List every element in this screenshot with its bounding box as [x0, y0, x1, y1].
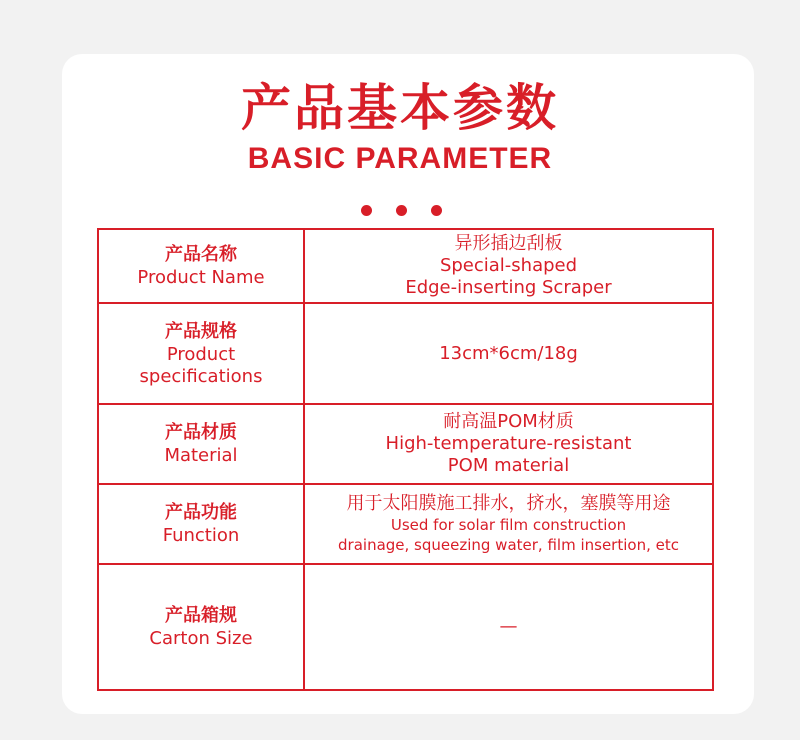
label-cn: 产品箱规	[165, 605, 237, 627]
label-en: Material	[164, 444, 238, 466]
label-cell	[98, 564, 304, 690]
value-line: Special-shaped	[439, 255, 578, 277]
label-cn: 产品规格	[165, 320, 237, 342]
value-line: High-temperature-resistant	[385, 432, 632, 454]
label-cell	[98, 229, 304, 303]
value-line: 耐高温POM材质	[443, 410, 574, 432]
label-cn: 产品功能	[165, 502, 237, 524]
value-line: —	[499, 616, 518, 638]
table-row-material	[98, 404, 713, 484]
table-row-product-name	[98, 229, 713, 303]
label-cell	[98, 484, 304, 564]
decorative-dots	[361, 205, 442, 216]
value-line: Edge-inserting Scraper	[405, 277, 612, 299]
label-en: Product Name	[137, 267, 265, 289]
label-cn: 产品名称	[165, 244, 237, 266]
value-cell	[304, 303, 713, 403]
label-cell	[98, 404, 304, 484]
table-row-specifications	[98, 303, 713, 403]
value-line: drainage, squeezing water, film insertion, etc	[338, 536, 679, 555]
value-line: POM material	[447, 454, 570, 476]
parameter-table	[97, 228, 714, 691]
dot-icon	[431, 205, 442, 216]
value-line: 用于太阳膜施工排水，挤水，塞膜等用途	[346, 493, 671, 515]
label-en: Carton Size	[149, 628, 253, 650]
label-en: Product	[166, 343, 236, 365]
page-subtitle: BASIC PARAMETER	[247, 142, 553, 175]
label-en: Function	[162, 525, 240, 547]
value-cell	[304, 229, 713, 303]
table-row-function	[98, 484, 713, 564]
label-cn: 产品材质	[165, 421, 237, 443]
value-cell	[304, 564, 713, 690]
value-line: 13cm*6cm/18g	[439, 342, 578, 364]
label-en: specifications	[139, 365, 263, 387]
value-line: 异形插边刮板	[454, 233, 563, 255]
dot-icon	[396, 205, 407, 216]
page-title: 产品基本参数	[241, 79, 559, 137]
value-cell	[304, 404, 713, 484]
table-row-carton-size	[98, 564, 713, 690]
value-line: Used for solar film construction	[390, 516, 627, 535]
dot-icon	[361, 205, 372, 216]
label-cell	[98, 303, 304, 403]
value-cell	[304, 484, 713, 564]
